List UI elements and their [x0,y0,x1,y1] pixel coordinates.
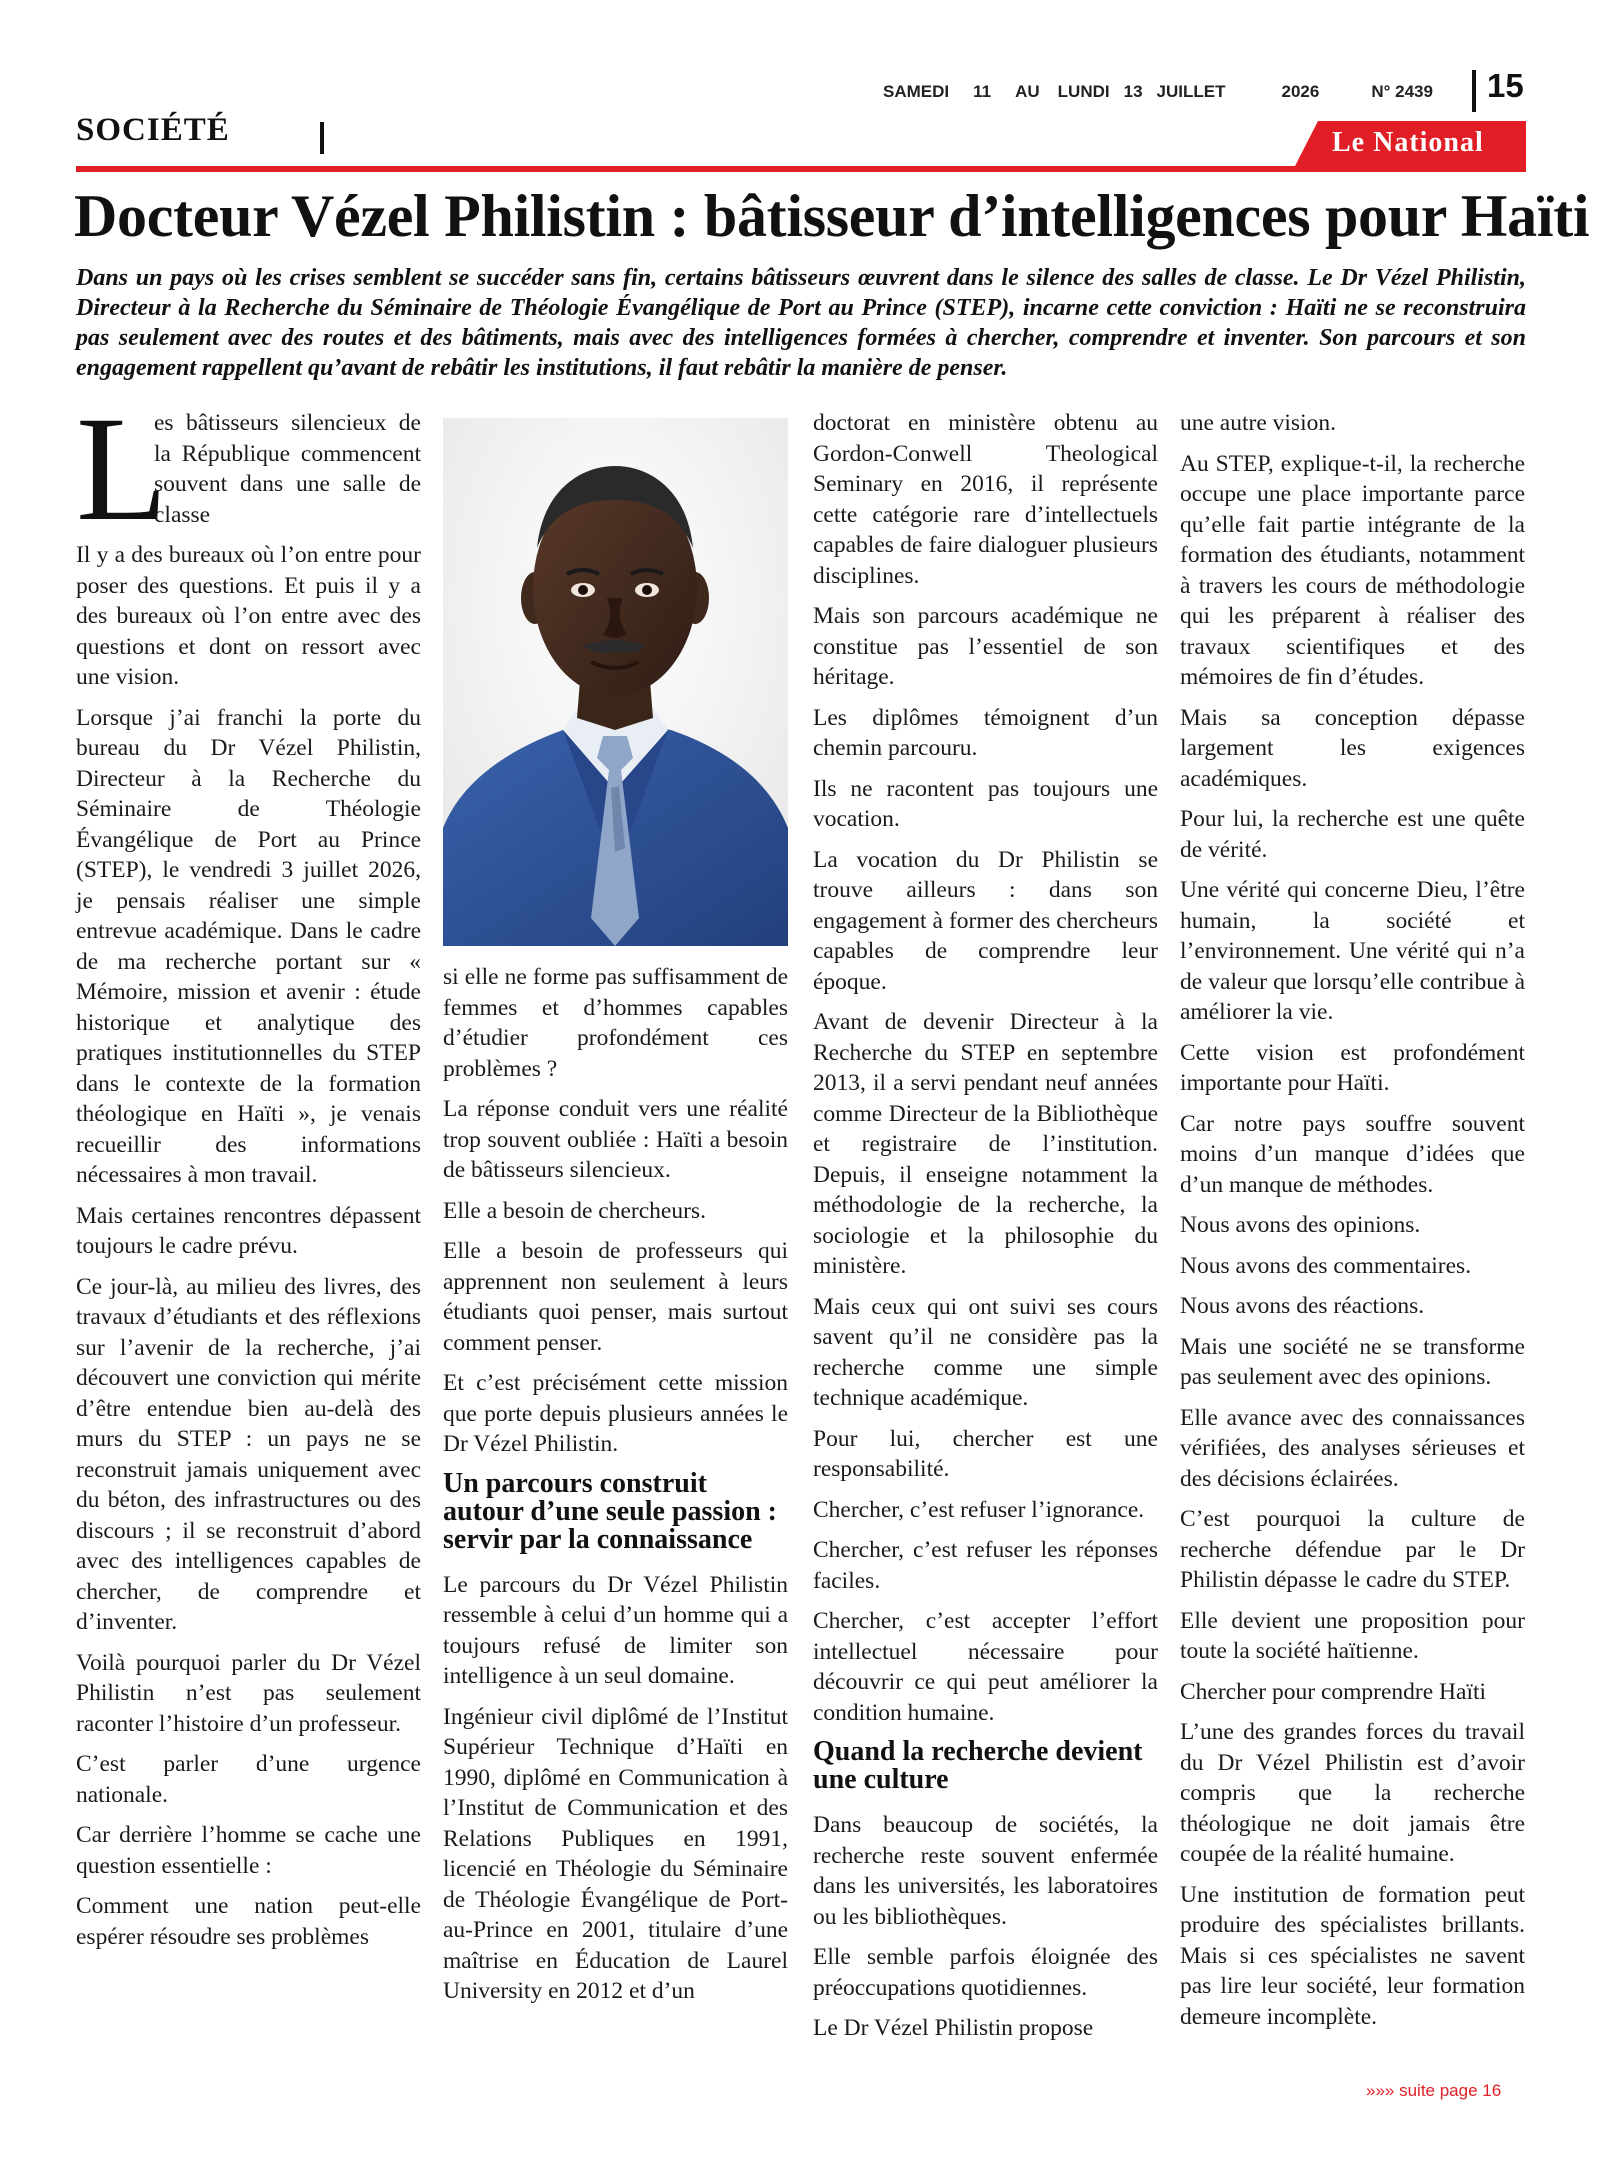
paragraph: Elle devient une proposition pour toute la société haïtienne. [1180,1607,1525,1664]
subheading-parcours: Un parcours construit autour d’une seule passion : servir par la connaissance [443,1467,778,1555]
issue-date-line [883,82,1433,102]
article-column-1 [76,386,421,1962]
article-column-4 [1180,408,1525,2042]
subheading-culture: Quand la recherche devient une culture [813,1736,1143,1795]
paragraph: Car notre pays souffre souvent moins d’un manque d’idées que d’un manque de méthodes. [1180,1110,1525,1198]
paragraph: La réponse conduit vers une réalité trop souvent oubliée : Haïti a besoin de bâtisseurs silencieux. [443,1096,788,1183]
paragraph: Mais sa conception dépasse largement les exigences académiques. [1180,704,1525,792]
paragraph: Elle avance avec des connaissances vérifiées, des analyses sérieuses et des décisions éclairées. [1180,1404,1525,1492]
paragraph: Mais une société ne se transforme pas seulement avec des opinions. [1180,1333,1525,1390]
paragraph: Chercher, c’est refuser les réponses faciles. [813,1537,1158,1594]
paragraph: Chercher pour comprendre Haïti [1180,1678,1487,1705]
paragraph: Une vérité qui concerne Dieu, l’être humain, la société et l’environnement. Une vérité qui n’a de valeur que lorsqu’elle contribue à améliorer la vie. [1180,877,1525,1025]
paragraph: Voilà pourquoi parler du Dr Vézel Philistin n’est pas seulement raconter l’histoire d’un professeur. [76,1649,421,1737]
date-connector: AU [1015,82,1040,101]
paragraph: Ingénieur civil diplômé de l’Institut Supérieur Technique d’Haïti en 1990, diplômé en Communication à l’Institut de Communication et des Relations Publiques en 1991, licencié en Théologie du Séminaire de Théologie Évangélique de Port-au-Prince en 2001, titulaire d’une maîtrise en Éducation de Laurel University en 2012 et d’un [443,1703,788,2004]
month: JUILLET [1156,82,1226,101]
paragraph: Car derrière l’homme se cache une question essentielle : [76,1822,421,1879]
paragraph: Lorsque j’ai franchi la porte du bureau du Dr Vézel Philistin, Directeur à la Recherche du Séminaire de Théologie Évangélique de Port au Prince (STEP), le vendredi 3 juillet 2026, je pensais réaliser une simple entrevue académique. Dans le cadre de ma recherche portant sur « Mémoire, mission et avenir : étude historique et analytique des pratiques institutionnelles du STEP dans le contexte de la formation théologique en Haïti », je venais recueillir des informations nécessaires à mon travail. [76,704,421,1188]
paragraph: Il y a des bureaux où l’on entre pour poser des questions. Et puis il y a des bureaux où l’on entre avec des questions et dont on ressort avec une vision. [76,542,421,690]
paragraph: Chercher, c’est refuser l’ignorance. [813,1496,1145,1523]
drop-cap: L [76,386,168,552]
paragraph: La vocation du Dr Philistin se trouve ailleurs : dans son engagement à former des chercheurs capables de comprendre leur époque. [813,846,1158,995]
paragraph: L’une des grandes forces du travail du Dr Vézel Philistin est d’avoir compris que la recherche théologique ne doit jamais être coupée de la réalité humaine. [1180,1719,1525,1867]
opening-text: es bâtisseurs silencieux de la République commencent souvent dans une salle de classe [154,410,421,528]
paragraph: Et c’est précisément cette mission que porte depuis plusieurs années le Dr Vézel Philistin. [443,1370,788,1457]
paragraph: Elle a besoin de chercheurs. [443,1197,706,1224]
section-divider [320,122,324,154]
paragraph: Avant de devenir Directeur à la Recherche du STEP en septembre 2013, il a servi pendant neuf années comme Directeur de la Bibliothèque et registraire de l’institution. Depuis, il enseigne notamment la méthodologie de la recherche, la sociologie et la philosophie du ministère. [813,1009,1158,1279]
header-rule [76,166,1526,172]
date-end: 13 [1123,82,1143,101]
paragraph: une autre vision. [1180,410,1336,436]
date-start: 11 [973,82,992,101]
day-end: LUNDI [1057,82,1110,101]
paragraph: Elle semble parfois éloignée des préoccupations quotidiennes. [813,1944,1158,2001]
day-start: SAMEDI [883,82,950,101]
header-divider [1472,70,1476,112]
paragraph: Ils ne racontent pas toujours une vocation. [813,775,1158,832]
paragraph: Une institution de formation peut produire des spécialistes brillants. Mais si ces spécialistes ne savent pas lire leur société, leur formation demeure incomplète. [1180,1881,1525,2030]
article-lede: Dans un pays où les crises semblent se succéder sans fin, certains bâtisseurs œuvrent dans le silence des salles de classe. Le Dr Vézel Philistin, Directeur à la Recherche du Séminaire de Théologie Évangélique de Port au Prince (STEP), incarne cette conviction : Haïti ne se reconstruira pas seulement avec des routes et des bâtiments, mais avec des intelligences formées à chercher, comprendre et inventer. Son parcours et son engagement rappellent qu’avant de rebâtir les institutions, il faut rebâtir la manière de penser. [76,265,1526,381]
paragraph: Mais certaines rencontres dépassent toujours le cadre prévu. [76,1202,421,1259]
year: 2026 [1281,82,1320,101]
brand-name: Le National [1332,127,1484,158]
paragraph: Au STEP, explique-t-il, la recherche occupe une place importante parce qu’elle fait partie intégrante de la formation des étudiants, notamment à travers les cours de méthodologie qui les préparent à réaliser des travaux scientifiques et des mémoires de fin d’études. [1180,450,1525,690]
paragraph: Comment une nation peut-elle espérer résoudre ses problèmes [76,1893,421,1950]
article-title: Docteur Vézel Philistin : bâtisseur d’intelligences pour Haïti [74,183,1590,249]
paragraph: Dans beaucoup de sociétés, la recherche reste souvent enfermée dans les universités, les laboratoires ou les bibliothèques. [813,1812,1158,1930]
paragraph: Elle a besoin de professeurs qui apprennent non seulement à leurs étudiants quoi penser, mais surtout comment penser. [443,1238,788,1356]
paragraph: Nous avons des commentaires. [1180,1252,1472,1279]
paragraph: Pour lui, la recherche est une quête de vérité. [1180,806,1525,863]
paragraph: Ce jour-là, au milieu des livres, des travaux d’étudiants et des réflexions sur l’avenir de la recherche, j’ai découvert une conviction qui mérite d’être entendue bien au-delà des murs du STEP : un pays ne se reconstruit jamais uniquement avec du béton, des infrastructures ou des discours ; il se reconstruit d’abord avec des intelligences capables de chercher, de comprendre et d’inventer. [76,1273,421,1635]
paragraph: si elle ne forme pas suffisamment de femmes et d’hommes capables d’étudier profondément ces problèmes ? [443,964,788,1082]
continued-link[interactable]: »»» suite page 16 [1366,2081,1502,2100]
paragraph: Mais son parcours académique ne constitue pas l’essentiel de son héritage. [813,603,1158,690]
paragraph: Pour lui, chercher est une responsabilité. [813,1425,1158,1482]
paragraph: doctorat en ministère obtenu au Gordon-Conwell Theological Seminary en 2016, il représente cette catégorie rare d’intellectuels capables de faire dialoguer plusieurs disciplines. [813,410,1158,589]
paragraph: Mais ceux qui ont suivi ses cours savent qu’il ne considère pas la recherche comme une simple technique académique. [813,1293,1158,1411]
article-column-3 [813,408,1158,2054]
paragraph: Nous avons des opinions. [1180,1212,1421,1238]
paragraph: Le parcours du Dr Vézel Philistin ressemble à celui d’un homme qui a toujours refusé de limiter son intelligence à un seul domaine. [443,1571,788,1689]
opening-paragraph [76,386,421,552]
portrait-photo [443,418,788,946]
paragraph: Nous avons des réactions. [1180,1293,1425,1319]
page-number: 15 [1487,67,1524,104]
issue-number: N° 2439 [1371,82,1433,101]
paragraph: Chercher, c’est accepter l’effort intellectuel nécessaire pour découvrir ce qui peut améliorer la condition humaine. [813,1608,1158,1726]
paragraph: Le Dr Vézel Philistin propose [813,2015,1094,2041]
article-column-2 [443,962,788,2017]
paragraph: C’est pourquoi la culture de recherche défendue par le Dr Philistin dépasse le cadre du STEP. [1180,1506,1525,1593]
section-label: SOCIÉTÉ [76,112,230,148]
paragraph: Cette vision est profondément importante pour Haïti. [1180,1039,1525,1096]
paragraph: C’est parler d’une urgence nationale. [76,1751,421,1808]
paragraph: Les diplômes témoignent d’un chemin parcouru. [813,704,1158,761]
